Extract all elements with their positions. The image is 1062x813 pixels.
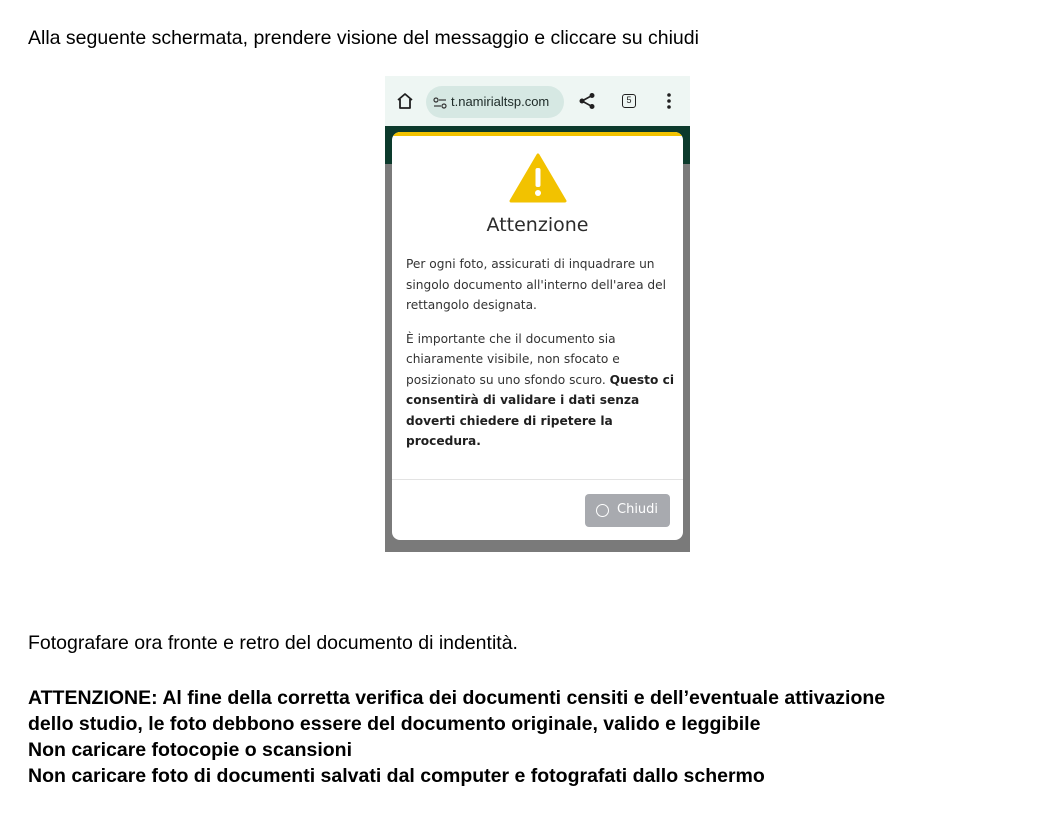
browser-toolbar [385, 76, 690, 126]
warning-line-4: Non caricare foto di documenti salvati dal computer e fotografati dallo schermo [28, 765, 765, 787]
instruction-text: Fotografare ora fronte e retro del documento di indentità. [28, 632, 518, 654]
url-text: t.namirialtsp.com [451, 94, 550, 109]
warning-icon [509, 153, 567, 203]
close-button-label: Chiudi [617, 502, 659, 517]
share-icon[interactable] [578, 92, 596, 110]
dialog-body [406, 254, 674, 465]
close-button[interactable] [585, 494, 670, 527]
dialog-paragraph-2-text: È importante che il documento sia chiaramente visibile, non sfocato e posizionato su uno sfondo scuro. [406, 331, 620, 387]
phone-screenshot [385, 76, 690, 552]
warning-line-1: ATTENZIONE: Al fine della corretta verifica dei documenti censiti e dell’eventuale attivazione [28, 687, 886, 709]
dialog-title: Attenzione [486, 214, 589, 236]
warning-line-3: Non caricare fotocopie o scansioni [28, 739, 352, 761]
tab-switcher-button[interactable]: 5 [622, 94, 636, 108]
dialog-divider [392, 479, 683, 480]
warning-block [28, 685, 885, 789]
dialog-accent-line [392, 132, 683, 136]
more-menu-icon[interactable] [666, 92, 672, 110]
warning-line-2: dello studio, le foto debbono essere del documento originale, valido e leggibile [28, 713, 761, 735]
address-bar[interactable] [426, 86, 564, 118]
site-settings-icon[interactable] [433, 96, 447, 108]
intro-text: Alla seguente schermata, prendere visione del messaggio e cliccare su chiudi [28, 27, 699, 49]
dialog-paragraph-2 [406, 329, 674, 452]
attention-dialog [392, 132, 683, 540]
dialog-paragraph-1: Per ogni foto, assicurati di inquadrare un singolo documento all'interno dell'area del rettangolo designata. [406, 257, 667, 312]
spinner-icon [596, 504, 609, 517]
dialog-paragraph-2-bold: Questo ci consentirà di validare i dati senza doverti chiedere di ripetere la procedura. [406, 372, 674, 448]
home-icon[interactable] [395, 91, 415, 111]
